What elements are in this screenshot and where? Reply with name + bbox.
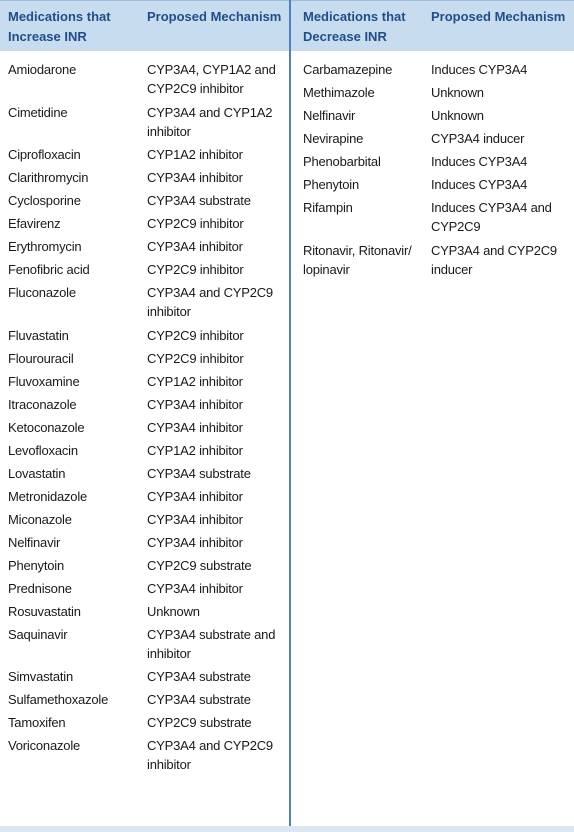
mechanism-text	[431, 198, 552, 236]
mechanism-line: CYP1A2 inhibitor	[147, 147, 243, 162]
medication-name	[8, 487, 87, 506]
mechanism-line: Unknown	[147, 603, 200, 619]
mechanism-text	[147, 145, 243, 164]
medication-name-line: Nevirapine	[303, 131, 364, 146]
medication-name-line: Phenobarbital	[303, 154, 381, 169]
mechanism-text	[147, 372, 243, 391]
mechanism-text	[147, 103, 272, 141]
mechanism-line: CYP3A4 inhibitor	[147, 419, 243, 435]
mechanism-line: CYP2C9 substrate	[147, 557, 252, 573]
mechanism-line: CYP3A4 and CYP1A2	[147, 104, 273, 120]
medication-name	[8, 372, 80, 391]
medication-name	[303, 241, 412, 279]
mechanism-text	[431, 152, 527, 171]
mechanism-text	[431, 106, 484, 125]
medication-name-line: Carbamazepine	[303, 62, 393, 77]
medication-name-line: Ritonavir, Ritonavir/	[303, 242, 412, 258]
medication-name	[8, 145, 81, 164]
mechanism-line: CYP3A4 inducer	[431, 131, 525, 146]
mechanism-text	[147, 579, 243, 598]
medication-name	[8, 237, 81, 256]
medication-name-line: Levofloxacin	[8, 442, 78, 458]
medication-name-line: Rosuvastatin	[8, 603, 81, 619]
medication-name	[8, 214, 60, 233]
header-decrease-mechanism: Proposed Mechanism	[431, 9, 566, 24]
mechanism-line: CYP3A4 substrate	[147, 465, 251, 481]
medication-name-line: Miconazole	[8, 511, 72, 527]
mechanism-line: Unknown	[431, 85, 484, 100]
mechanism-text	[147, 533, 243, 552]
mechanism-text	[147, 60, 276, 98]
mechanism-text	[147, 441, 243, 460]
mechanism-line: inducer	[431, 261, 473, 277]
medication-name	[8, 533, 60, 552]
mechanism-text	[147, 283, 273, 321]
mechanism-text	[147, 602, 200, 621]
mechanism-text	[147, 395, 243, 414]
table-footer	[0, 826, 574, 832]
mechanism-line: CYP1A2 inhibitor	[147, 373, 243, 389]
medication-name-line: Fluvoxamine	[8, 373, 80, 389]
mechanism-line: CYP3A4 inhibitor	[147, 170, 243, 185]
table-header	[0, 0, 574, 51]
mechanism-text	[147, 625, 275, 663]
mechanism-line: Induces CYP3A4	[431, 154, 528, 169]
mechanism-text	[147, 191, 251, 210]
medication-name	[8, 283, 76, 302]
mechanism-line: Unknown	[431, 108, 484, 123]
medication-name	[303, 198, 353, 217]
medication-name	[8, 326, 69, 345]
medication-name-line: Methimazole	[303, 85, 375, 100]
mechanism-text	[147, 690, 251, 709]
mechanism-text	[147, 349, 244, 368]
mechanism-line: CYP2C9	[431, 219, 481, 234]
mechanism-line: CYP2C9 substrate	[147, 715, 252, 730]
medication-name-line: Nelfinavir	[303, 108, 356, 123]
medication-name-line: Clarithromycin	[8, 170, 89, 185]
medication-name	[8, 441, 78, 460]
mechanism-text	[431, 83, 484, 102]
medication-name-line: Prednisone	[8, 580, 72, 596]
mechanism-line: CYP3A4, CYP1A2 and	[147, 62, 276, 77]
mechanism-text	[147, 260, 244, 279]
medication-name	[8, 464, 65, 483]
medication-name	[303, 152, 381, 171]
medication-name	[303, 60, 392, 79]
header-decrease-medications: Medications that Decrease INR	[303, 9, 406, 44]
mechanism-text	[147, 736, 273, 774]
mechanism-line: CYP2C9 inhibitor	[147, 350, 244, 366]
medication-name	[8, 625, 67, 644]
medication-name	[303, 83, 375, 102]
mechanism-line: CYP2C9 inhibitor	[147, 81, 244, 96]
header-increase-medications: Medications that Increase INR	[8, 9, 111, 44]
mechanism-line: CYP3A4 and CYP2C9	[147, 285, 273, 300]
mechanism-line: CYP2C9 inhibitor	[147, 262, 244, 277]
mechanism-line: inhibitor	[147, 757, 191, 772]
mechanism-text	[431, 175, 527, 194]
medication-name-line: Phenytoin	[8, 557, 65, 573]
mechanism-text	[147, 326, 244, 345]
medication-name-line: Voriconazole	[8, 738, 81, 753]
medication-name-line: Fenofibric acid	[8, 262, 90, 277]
medication-name	[8, 418, 84, 437]
mechanism-line: CYP3A4 and CYP2C9	[147, 738, 273, 753]
mechanism-text	[147, 418, 243, 437]
medication-name-line: Saquinavir	[8, 626, 68, 642]
mechanism-text	[147, 556, 251, 575]
medication-name	[8, 667, 73, 686]
medication-name-line: Phenytoin	[303, 177, 360, 192]
column-divider	[289, 0, 291, 828]
mechanism-line: CYP3A4 inhibitor	[147, 488, 243, 504]
medication-name	[8, 191, 81, 210]
mechanism-text	[147, 237, 243, 256]
mechanism-line: inhibitor	[147, 123, 191, 139]
medication-name-line: Cimetidine	[8, 104, 68, 120]
medication-name	[8, 579, 72, 598]
medication-name	[8, 349, 74, 368]
mechanism-line: inhibitor	[147, 304, 191, 319]
medication-name	[8, 103, 67, 122]
mechanism-text	[147, 510, 243, 529]
mechanism-line: CYP3A4 inhibitor	[147, 534, 243, 550]
mechanism-line: CYP3A4 inhibitor	[147, 580, 243, 596]
medication-name-line: Ketoconazole	[8, 419, 85, 435]
medication-name-line: Fluvastatin	[8, 327, 69, 343]
mechanism-text	[147, 667, 251, 686]
mechanism-line: CYP1A2 inhibitor	[147, 442, 243, 458]
mechanism-text	[431, 129, 524, 148]
medication-name-line: Itraconazole	[8, 396, 77, 412]
medication-name	[8, 713, 65, 732]
medication-name-line: Metronidazole	[8, 488, 88, 504]
mechanism-line: CYP3A4 substrate	[147, 692, 251, 707]
mechanism-text	[431, 60, 527, 79]
mechanism-line: CYP3A4 substrate	[147, 669, 251, 684]
mechanism-line: CYP3A4 inhibitor	[147, 511, 243, 527]
medication-name-line: Ciprofloxacin	[8, 147, 81, 162]
mechanism-line: CYP2C9 inhibitor	[147, 327, 244, 343]
mechanism-line: Induces CYP3A4 and	[431, 200, 552, 215]
mechanism-line: CYP3A4 inhibitor	[147, 396, 243, 412]
header-increase-mechanism: Proposed Mechanism	[147, 9, 282, 24]
medication-name	[8, 510, 72, 529]
mechanism-line: CYP3A4 and CYP2C9	[431, 242, 557, 258]
mechanism-text	[147, 214, 244, 233]
mechanism-text	[147, 168, 243, 187]
medication-name-line: Cyclosporine	[8, 193, 81, 208]
mechanism-line: CYP3A4 inhibitor	[147, 239, 243, 254]
medication-name-line: Efavirenz	[8, 216, 61, 231]
medication-name	[8, 556, 64, 575]
medication-name	[303, 106, 355, 125]
medication-name-line: Flourouracil	[8, 350, 74, 366]
mechanism-line: CYP3A4 substrate and	[147, 626, 276, 642]
medication-name-line: Rifampin	[303, 200, 353, 215]
medication-name	[8, 690, 108, 709]
medication-name-line: Lovastatin	[8, 465, 66, 481]
medication-name-line: Simvastatin	[8, 669, 73, 684]
medication-name-line: Amiodarone	[8, 62, 77, 77]
mechanism-line: Induces CYP3A4	[431, 177, 528, 192]
mechanism-line: CYP2C9 inhibitor	[147, 216, 244, 231]
mechanism-text	[147, 713, 251, 732]
medication-name	[8, 60, 76, 79]
mechanism-text	[431, 241, 557, 279]
medication-name	[8, 736, 80, 755]
medication-name-line: Nelfinavir	[8, 534, 61, 550]
mechanism-text	[147, 464, 251, 483]
medication-name	[8, 602, 81, 621]
medication-name	[303, 129, 363, 148]
mechanism-text	[147, 487, 243, 506]
medication-name	[303, 175, 359, 194]
mechanism-line: CYP3A4 substrate	[147, 193, 251, 208]
medication-name	[8, 395, 76, 414]
mechanism-line: Induces CYP3A4	[431, 62, 528, 77]
mechanism-line: inhibitor	[147, 645, 191, 661]
medication-name-line: Erythromycin	[8, 239, 82, 254]
medication-name	[8, 168, 88, 187]
medication-name-line: lopinavir	[303, 261, 350, 277]
medication-name-line: Sulfamethoxazole	[8, 692, 109, 707]
medication-name-line: Fluconazole	[8, 285, 76, 300]
medication-name-line: Tamoxifen	[8, 715, 66, 730]
medication-name	[8, 260, 90, 279]
